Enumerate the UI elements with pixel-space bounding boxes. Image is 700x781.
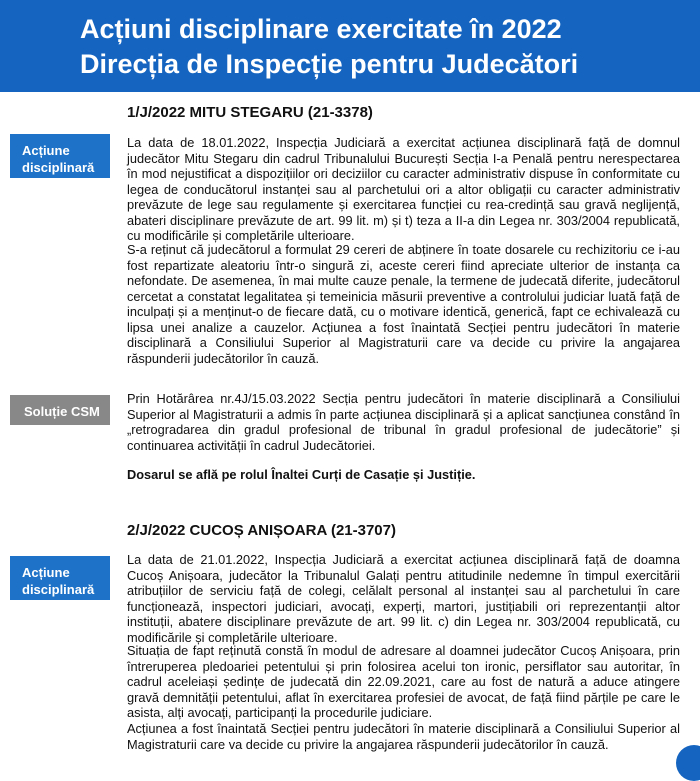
action-paragraph: La data de 21.01.2022, Inspecția Judiciară a exercitat acțiunea disciplinară față de doamna Cucoș Anișoara, judecător la Tribunalul Galați pentru atitudinile nedemne în timpul exercitării atribuțiilor de serviciu față de colegi, celălalt personal al instanței sau al parchetului în care funcționează, inspectori judiciari, avocați, experți, martori, justițiabili ori reprezentanții altor instituții, abatere disciplinare prevăzute de art. 99 lit. c) din Legea nr. 303/2004 republicată, cu modificările și completările ulterioare. <box>127 552 680 645</box>
action-label <box>10 134 110 178</box>
solution-status: Dosarul se află pe rolul Înaltei Curți de Casație și Justiție. <box>127 467 476 482</box>
action-label-line2: disciplinară <box>22 160 95 175</box>
action-label-line1: Acțiune <box>22 143 70 158</box>
solution-label-text: Soluție CSM <box>24 404 100 419</box>
action-paragraph: La data de 18.01.2022, Inspecția Judiciară a exercitat acțiunea disciplinară față de domnul judecător Mitu Stegaru din cadrul Tribunalului București Secția I-a Penală pentru nerespectarea în mod nejustificat a dispozițiilor ori deciziilor cu caracter administrativ dispuse în conformitate cu legea de conducătorul instanței sau al parchetului ori a altor obligații cu caracter administrativ prevăzute de lege sau regulamente și exercitarea funcției cu rea-credință sau gravă neglijență, abateri disciplinare prevăzute de art. 99 lit. m) și t) teza a II-a din Legea nr. 303/2004 republicată, cu modificările și completările ulterioare. <box>127 135 680 243</box>
case-title: 1/J/2022 MITU STEGARU (21-3378) <box>127 104 373 121</box>
solution-paragraph: Prin Hotărârea nr.4J/15.03.2022 Secția pentru judecători în materie disciplinară a Consiliului Superior al Magistraturii a admis în parte acțiunea disciplinară și a aplicat sancțiunea constând în „retrogradarea din gradul profesional de tribunal în gradul profesional de judecătorie” și continuarea activității în cadrul Judecătoriei. <box>127 391 680 453</box>
action-paragraph: Acțiunea a fost înaintată Secției pentru judecători în materie disciplinară a Consiliului Superior al Magistraturii care va decide cu privire la angajarea răspunderii judecătorilor în cauză. <box>127 721 680 752</box>
action-label-line1: Acțiune <box>22 565 70 580</box>
page-header <box>0 0 700 92</box>
action-label-line2: disciplinară <box>22 582 95 597</box>
action-paragraph: S-a reținut că judecătorul a formulat 29 cereri de abținere în toate dosarele cu rechizitoriu ce i-au fost repartizate aleatoriu într-o singură zi, aceste cereri fiind apreciate ulterior de instanța ca nefondate. De asemenea, în mai multe cauze penale, la termene de judecată diferite, judecătorul cercetat a constatat legalitatea și temeinicia măsurii preventive a controlului judiciar luată față de inculpați și a menținut-o de fiecare dată, cu o motivare identică, generică, fapt ce echivalează cu lipsa unei analize a cauzelor. Acțiunea a fost înaintată Secției pentru judecători în materie disciplinară a Consiliului Superior al Magistraturii care va decide cu privire la angajarea răspunderii judecătorilor în cauză. <box>127 242 680 366</box>
solution-label <box>10 395 110 425</box>
corner-decoration <box>676 745 700 781</box>
page-subtitle: Direcția de Inspecție pentru Judecători <box>80 49 579 79</box>
page-title: Acțiuni disciplinare exercitate în 2022 <box>80 14 562 44</box>
case-title: 2/J/2022 CUCOȘ ANIȘOARA (21-3707) <box>127 522 396 539</box>
action-paragraph: Situația de fapt reținută constă în modul de adresare al doamnei judecător Cucoș Anișoara, prin întreruperea pledoariei petentului și prin folosirea acelui ton ironic, persiflator sau autoritar, în cadrul aceleiași ședințe de judecată din 22.09.2021, care au fost de natură a aduce atingere gravă demnității petentului, aflat în exercitarea profesiei de avocat, de față fiind părțile pe care le asista, alți avocați, participanți la procedurile judiciare. <box>127 643 680 720</box>
action-label <box>10 556 110 600</box>
